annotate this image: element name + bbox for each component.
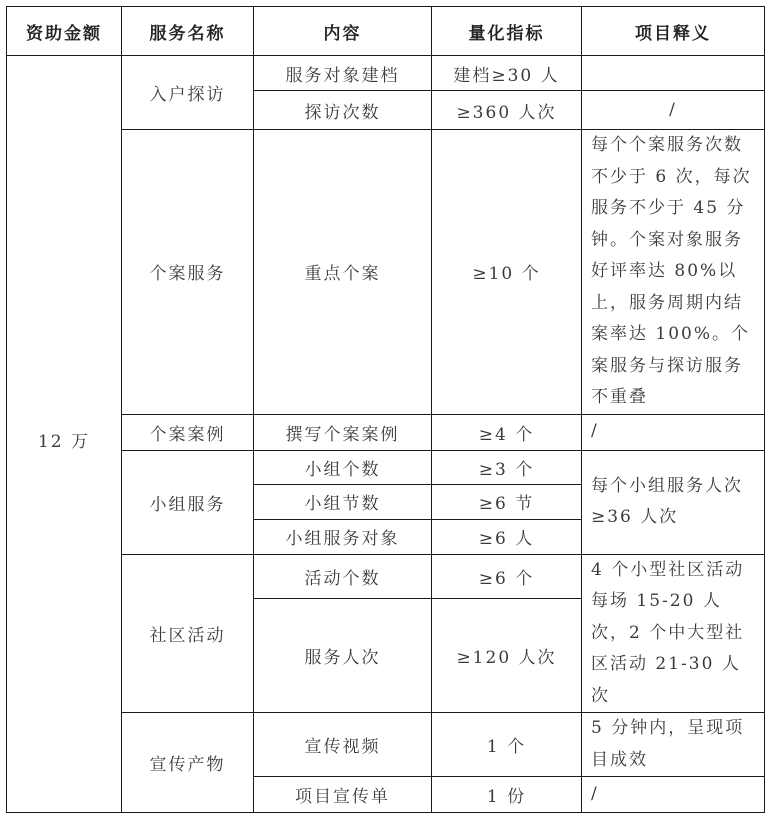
indicator-cell: 1 个	[432, 713, 582, 777]
indicator-cell: ≥360 人次	[432, 91, 582, 130]
content-cell: 活动个数	[254, 554, 432, 598]
indicator-cell: ≥4 个	[432, 414, 582, 450]
content-cell: 服务对象建档	[254, 56, 432, 91]
indicator-cell: ≥6 人	[432, 519, 582, 554]
service-name: 社区活动	[122, 554, 254, 713]
content-cell: 小组服务对象	[254, 519, 432, 554]
amount-cell: 12 万	[7, 56, 122, 813]
table-row	[7, 56, 765, 91]
definition-cell	[582, 56, 765, 91]
content-cell: 探访次数	[254, 91, 432, 130]
definition-cell: /	[582, 91, 765, 130]
service-name: 个案案例	[122, 414, 254, 450]
content-cell: 宣传视频	[254, 713, 432, 777]
service-name: 小组服务	[122, 450, 254, 554]
indicator-cell: 建档≥30 人	[432, 56, 582, 91]
header-content: 内容	[254, 7, 432, 56]
indicator-cell: ≥6 节	[432, 484, 582, 519]
service-name: 入户探访	[122, 56, 254, 130]
indicator-cell: ≥10 个	[432, 130, 582, 415]
content-cell: 重点个案	[254, 130, 432, 415]
definition-cell: 5 分钟内，呈现项目成效	[582, 713, 765, 777]
content-cell: 服务人次	[254, 598, 432, 712]
content-cell: 小组节数	[254, 484, 432, 519]
definition-cell: /	[582, 777, 765, 813]
definition-cell: 4 个小型社区活动每场 15-20 人次，2 个中大型社区活动 21-30 人次	[582, 554, 765, 713]
header-definition: 项目释义	[582, 7, 765, 56]
indicator-cell: ≥120 人次	[432, 598, 582, 712]
content-cell: 项目宣传单	[254, 777, 432, 813]
indicator-cell: ≥6 个	[432, 554, 582, 598]
definition-cell: 每个小组服务人次≥36 人次	[582, 450, 765, 554]
service-name: 宣传产物	[122, 713, 254, 813]
definition-cell: 每个个案服务次数不少于 6 次，每次服务不少于 45 分钟。个案对象服务好评率达 80%以上，服务周期内结案率达 100%。个案服务与探访服务不重叠	[582, 130, 765, 415]
indicator-cell: 1 份	[432, 777, 582, 813]
header-service: 服务名称	[122, 7, 254, 56]
content-cell: 小组个数	[254, 450, 432, 484]
funding-table	[6, 6, 765, 813]
service-name: 个案服务	[122, 130, 254, 415]
indicator-cell: ≥3 个	[432, 450, 582, 484]
header-indicator: 量化指标	[432, 7, 582, 56]
header-amount: 资助金额	[7, 7, 122, 56]
definition-cell: /	[582, 414, 765, 450]
content-cell: 撰写个案案例	[254, 414, 432, 450]
header-row	[7, 7, 765, 56]
